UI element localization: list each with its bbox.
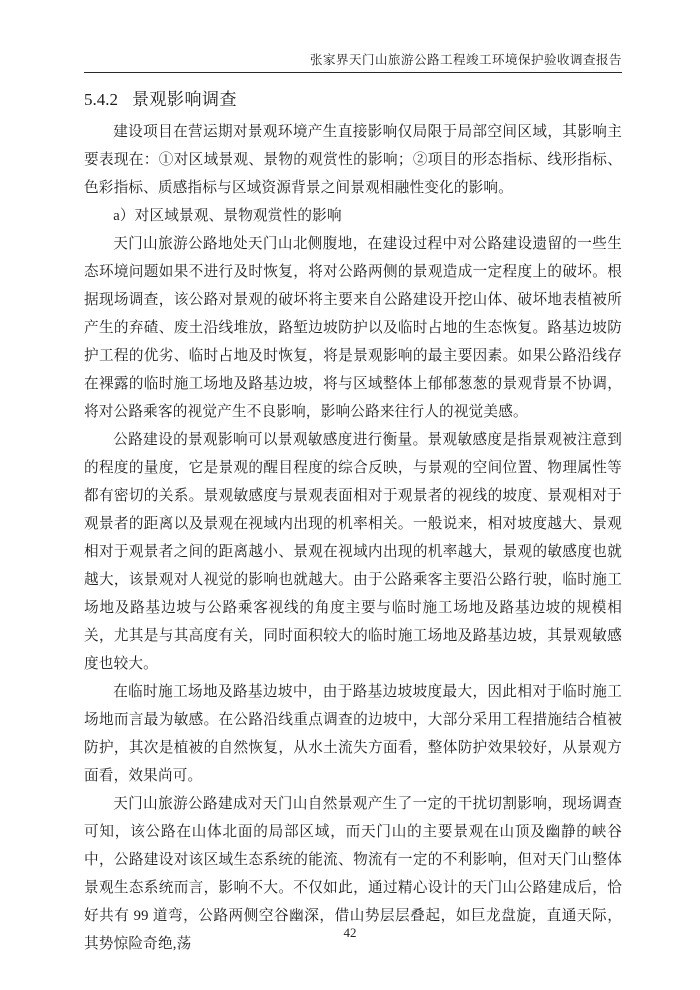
- paragraph-tianmenshan-effect: 天门山旅游公路建成对天门山自然景观产生了一定的干扰切割影响，现场调查可知，该公路在山体北面的局部区域，而天门山的主要景观在山顶及幽静的峡谷中，公路建设对该区域生态系统的能流、物流有一定的不利影响，但对天门山整体景观生态系统而言，影响不大。不仅如此，通过精心设计的天门山公路建成后，恰好共有 99 道弯，公路两侧空谷幽深，借山势层层叠起，如巨龙盘旋，直通天际，其势惊险奇绝,荡: [84, 796, 622, 952]
- section-heading: [84, 89, 622, 111]
- paragraph-slope-protection: 在临时施工场地及路基边坡中，由于路基边坡坡度最大，因此相对于临时施工场地而言最为敏感。在公路沿线重点调查的边坡中，大部分采用工程措施结合植被防护，其次是植被的自然恢复，从水土流失方面看，整体防护效果较好，从景观方面看，效果尚可。: [84, 684, 622, 784]
- paragraph-landscape-damage: 天门山旅游公路地处天门山北侧腹地，在建设过程中对公路建设遗留的一些生态环境问题如果不进行及时恢复，将对公路两侧的景观造成一定程度上的破坏。根据现场调查，该公路对景观的破坏将主要来自公路建设开挖山体、破坏地表植被所产生的弃碴、废土沿线堆放，路堑边坡防护以及临时占地的生态恢复。路基边坡防护工程的优劣、临时占地及时恢复，将是景观影响的最主要因素。如果公路沿线存在裸露的临时施工场地及路基边坡，将与区域整体上郁郁葱葱的景观背景不协调，将对公路乘客的视觉产生不良影响，影响公路来往行人的视觉美感。: [84, 236, 622, 420]
- paragraph-sensitivity: 公路建设的景观影响可以景观敏感度进行衡量。景观敏感度是指景观被注意到的程度的量度，它是景观的醒目程度的综合反映，与景观的空间位置、物理属性等都有密切的关系。景观敏感度与景观表面相对于观景者的视线的坡度、景观相对于观景者的距离以及景观在视域内出现的机率相关。一般说来，相对坡度越大、景观相对于观景者之间的距离越小、景观在视域内出现的机率越大，景观的敏感度也就越大，该景观对人视觉的影响也就越大。由于公路乘客主要沿公路行驶，临时施工场地及路基边坡与公路乘客视线的角度主要与临时施工场地及路基边坡的规模相关，尤其是与其高度有关，同时面积较大的临时施工场地及路基边坡，其景观敏感度也较大。: [84, 432, 622, 672]
- paragraph-intro: 建设项目在营运期对景观环境产生直接影响仅局限于局部空间区域，其影响主要表现在：①对区域景观、景物的观赏性的影响；②项目的形态指标、线形指标、色彩指标、质感指标与区域资源背景之间景观相融性变化的影响。: [84, 124, 622, 196]
- running-header: 张家界天门山旅游公路工程竣工环境保护验收调查报告: [84, 53, 622, 73]
- body-text: [84, 118, 622, 958]
- section-number: 5.4.2: [84, 90, 118, 109]
- page-number: 42: [343, 925, 357, 940]
- page-content: [0, 53, 700, 958]
- section-title: 景观影响调查: [132, 90, 237, 109]
- subheading-a: a）对区域景观、景物观赏性的影响: [113, 208, 342, 224]
